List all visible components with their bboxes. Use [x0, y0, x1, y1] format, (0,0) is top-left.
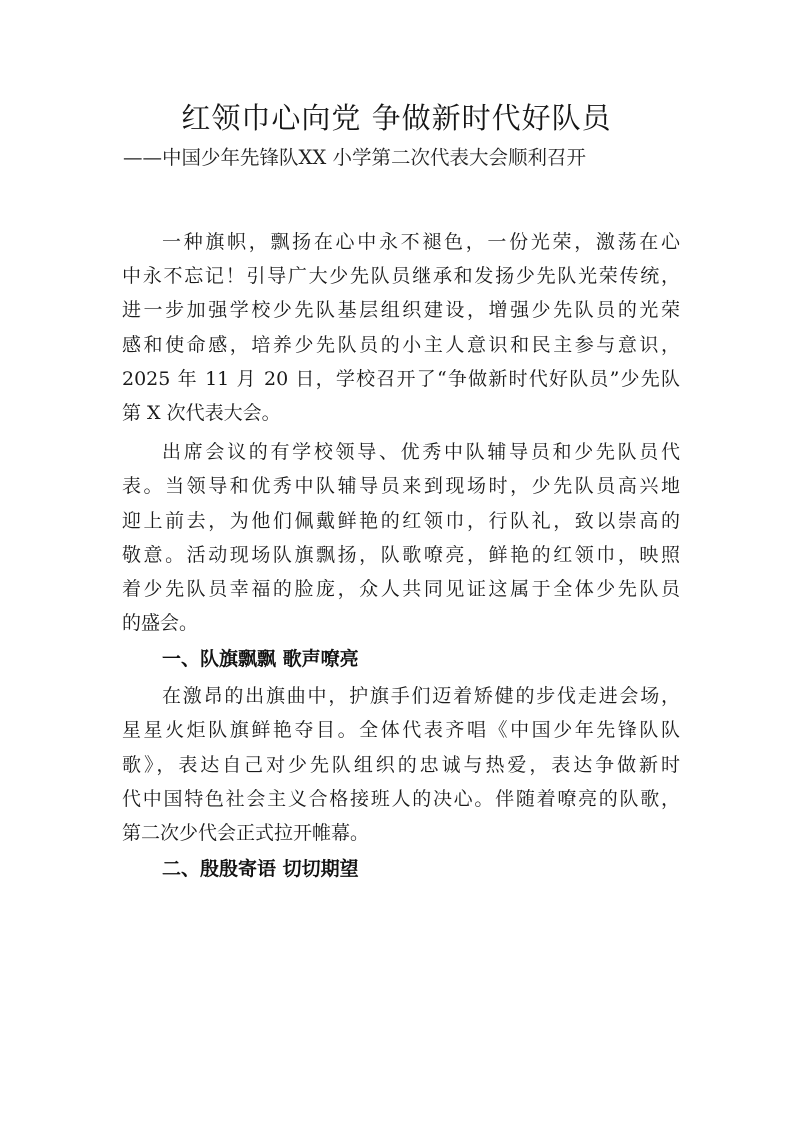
text-line: 着少先队员幸福的脸庞，众人共同见证这属于全体少先队员 [122, 577, 680, 600]
document-body [122, 225, 680, 889]
text-line: 出席会议的有学校领导、优秀中队辅导员和少先队员代 [162, 441, 680, 464]
document-title: 红领巾心向党 争做新时代好队员 [181, 101, 612, 135]
text-line: 一种旗帜，飘扬在心中永不褪色，一份光荣，激荡在心 [162, 231, 680, 253]
section-heading-1: 一、队旗飘飘 歌声嘹亮 [162, 648, 359, 671]
text-line: 第二次少代会正式拉开帷幕。 [122, 822, 370, 844]
text-line: 星星火炬队旗鲜艳夺目。全体代表齐唱《中国少年先锋队队 [122, 719, 680, 742]
text-line: 敬意。活动现场队旗飘扬，队歌嘹亮，鲜艳的红领巾，映照 [122, 543, 680, 566]
paragraph-flag-ceremony [122, 679, 680, 850]
text-line: 感和使命感，培养少先队员的小主人意识和民主参与意识， [122, 333, 680, 356]
document-subtitle: ——中国少年先锋队XX 小学第二次代表大会顺利召开 [123, 146, 586, 169]
text-line: 歌》，表达自己对少先队组织的忠诚与热爱，表达争做新时 [122, 753, 680, 776]
text-line: 代中国特色社会主义合格接班人的决心。伴随着嘹亮的队歌， [122, 787, 680, 810]
text-line: 进一步加强学校少先队基层组织建设，增强少先队员的光荣 [122, 299, 680, 322]
text-line: 表。当领导和优秀中队辅导员来到现场时，少先队员高兴地 [122, 475, 680, 498]
paragraph-attendees [122, 435, 680, 640]
text-line: 中永不忘记！引导广大少先队员继承和发扬少先队光荣传统， [122, 265, 680, 288]
paragraph-intro [122, 225, 680, 430]
text-line: 迎上前去，为他们佩戴鲜艳的红领巾，行队礼，致以崇高的 [122, 509, 680, 532]
text-line: 在激昂的出旗曲中，护旗手们迈着矫健的步伐走进会场， [162, 685, 680, 708]
text-line: 的盛会。 [122, 612, 199, 635]
text-line: 第 X 次代表大会。 [122, 401, 281, 424]
section-heading-2: 二、殷殷寄语 切切期望 [162, 858, 359, 881]
text-line: 2025 年 11 月 20 日，学校召开了“争做新时代好队员”少先队 [122, 367, 680, 390]
